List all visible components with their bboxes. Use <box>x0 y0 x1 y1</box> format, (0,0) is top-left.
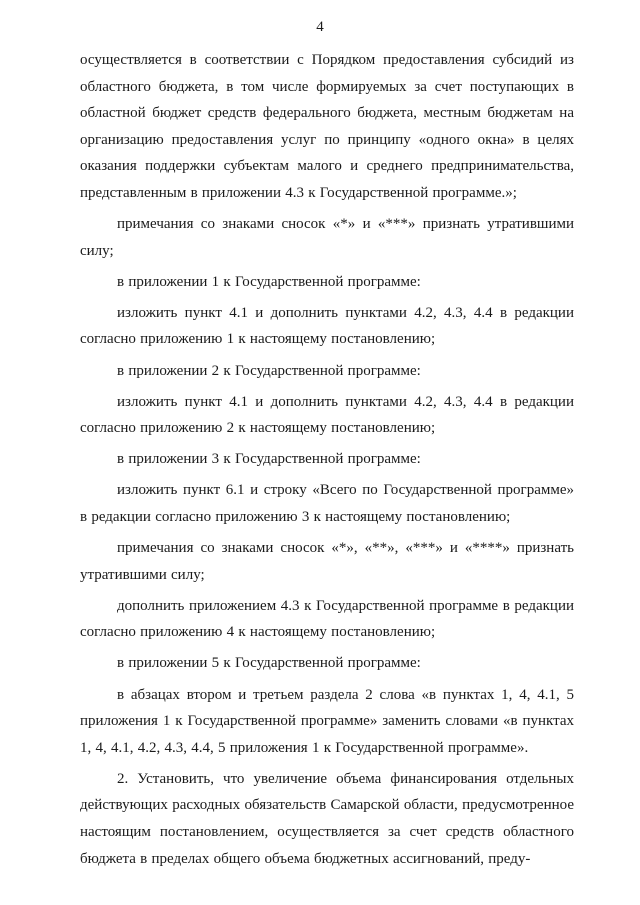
paragraph-7: в приложении 3 к Государственной программе: <box>117 451 421 468</box>
paragraph-9: примечания со знаками сносок «*», «**», «***» и «****» признать утратившими силу; <box>80 540 574 583</box>
paragraph-12: в абзацах втором и третьем раздела 2 слова «в пунктах 1, 4, 4.1, 5 приложения 1 к Государственной программе» заменить словами «в пунктах 1, 4, 4.1, 4.2, 4.3, 4.4, 5 приложения 1 к Государственной программе». <box>80 686 574 756</box>
paragraph-8: изложить пункт 6.1 и строку «Всего по Государственной программе» в редакции согласно приложению 3 к настоящему постановлению; <box>80 482 574 525</box>
paragraph-13: 2. Установить, что увеличение объема финансирования отдельных действующих расходных обязательств Самарской области, предусмотренное настоящим постановлением, осуществляется за счет средств областного бюджета в пределах общего объема бюджетных ассигнований, преду- <box>80 770 574 867</box>
paragraph-2: примечания со знаками сносок «*» и «***» признать утратившими силу; <box>80 216 574 259</box>
paragraph-5: в приложении 2 к Государственной программе: <box>117 362 421 379</box>
paragraph-11: в приложении 5 к Государственной программе: <box>117 655 421 672</box>
paragraph-1: осуществляется в соответствии с Порядком предоставления субсидий из областного бюджета, в том числе формируемых за счет поступающих в областной бюджет средств федерального бюджета, местным бюджетам на организацию предоставления услуг по принципу «одного окна» в целях оказания поддержки субъектам малого и среднего предпринимательства, представленным в приложении 4.3 к Государственной программе.»; <box>80 52 574 201</box>
page-number: 4 <box>316 19 324 35</box>
document-body <box>80 47 574 872</box>
paragraph-3: в приложении 1 к Государственной программе: <box>117 273 421 290</box>
paragraph-4: изложить пункт 4.1 и дополнить пунктами 4.2, 4.3, 4.4 в редакции согласно приложению 1 к настоящему постановлению; <box>80 304 574 348</box>
paragraph-10: дополнить приложением 4.3 к Государственной программе в редакции согласно приложению 4 к настоящему постановлению; <box>80 597 574 641</box>
paragraph-6: изложить пункт 4.1 и дополнить пунктами 4.2, 4.3, 4.4 в редакции согласно приложению 2 к настоящему постановлению; <box>80 393 574 437</box>
